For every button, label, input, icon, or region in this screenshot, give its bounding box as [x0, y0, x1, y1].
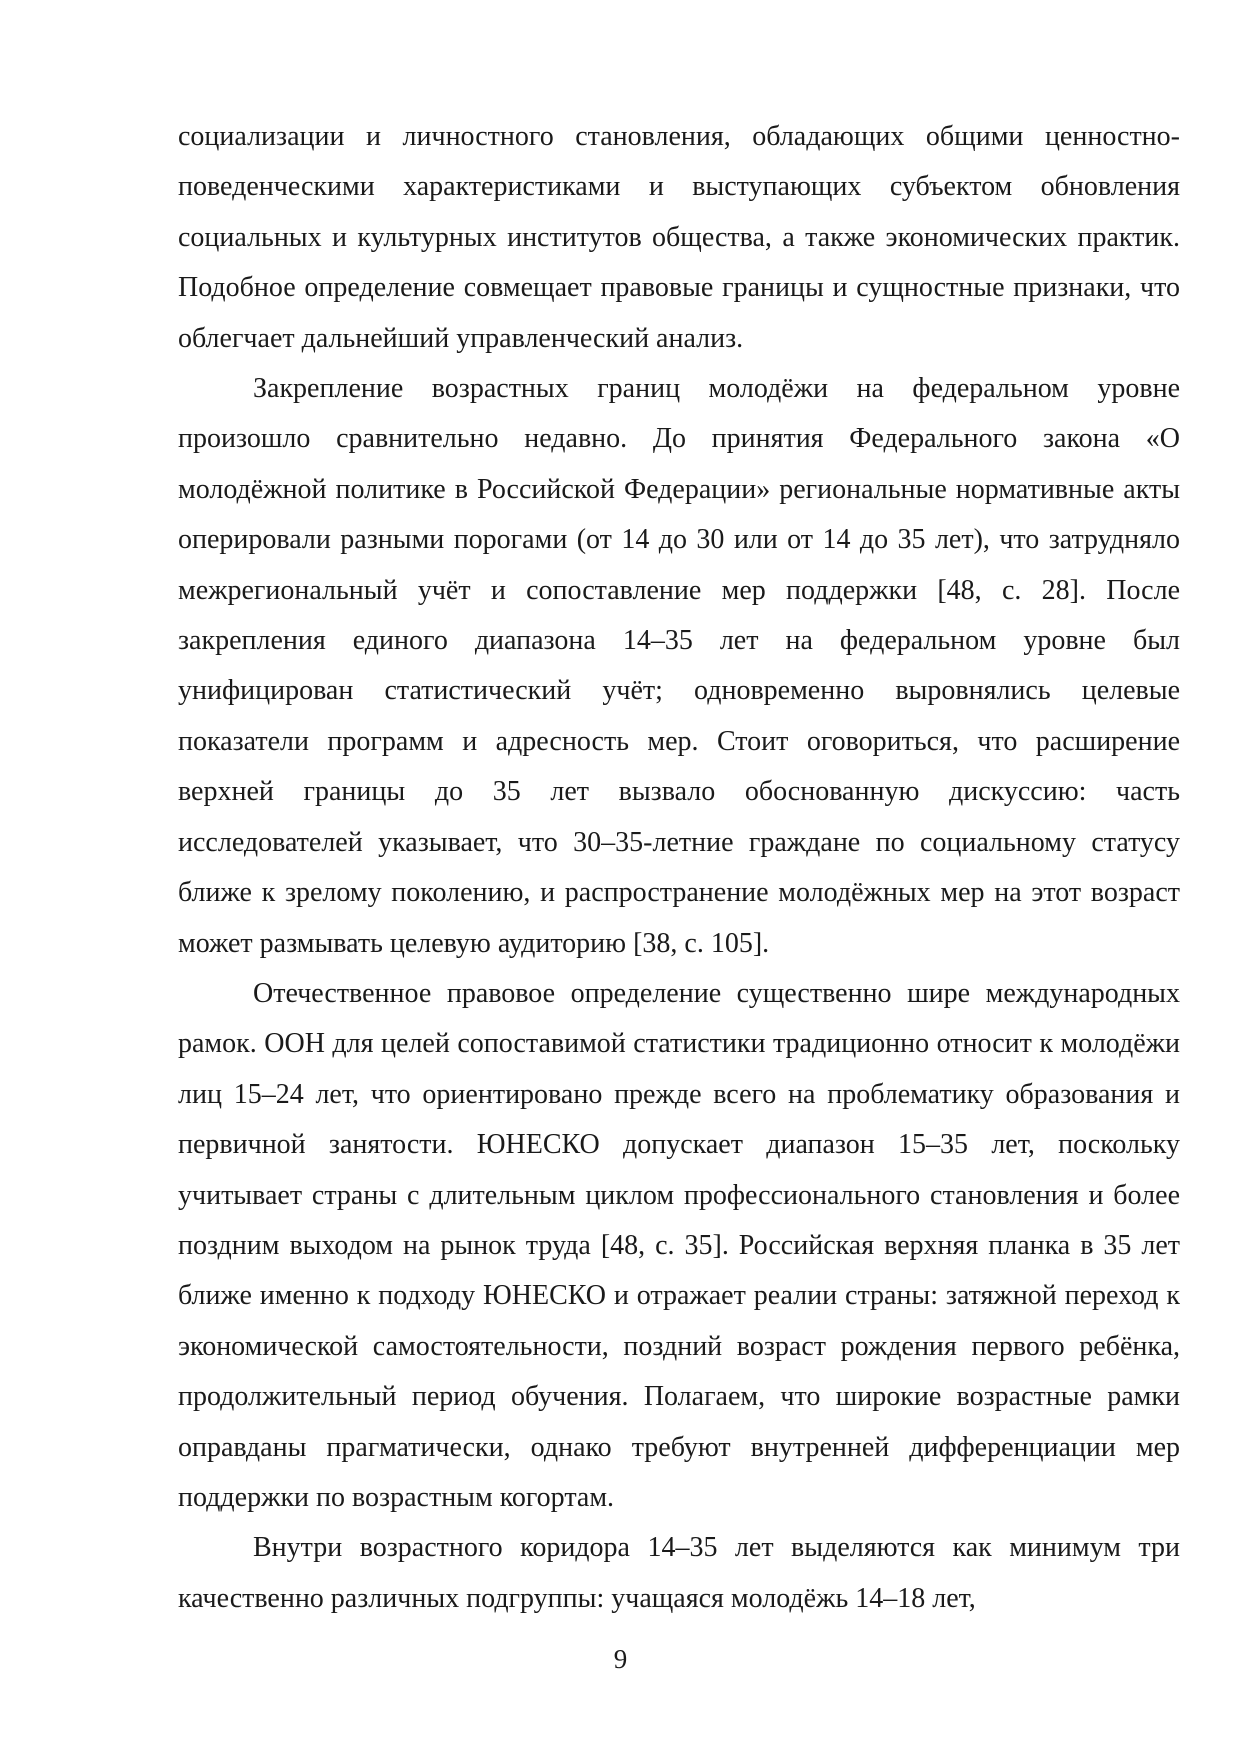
page-number: 9: [613, 1644, 628, 1674]
paragraph-continuation: социализации и личностного становления, обладающих общими ценностно-поведенческими характеристиками и выступающих субъектом обновления социальных и культурных институтов общества, а также экономических практик. Подобное определение совмещает правовые границы и сущностные признаки, что облегчает дальнейший управленческий анализ.: [178, 121, 1180, 354]
paragraph-subgroups: Внутри возрастного коридора 14–35 лет выделяются как минимум три качественно различных подгруппы: учащаяся молодёжь 14–18 лет,: [178, 1532, 1180, 1614]
paragraph-age-boundaries: Закрепление возрастных границ молодёжи на федеральном уровне произошло сравнительно недавно. До принятия Федерального закона «О молодёжной политике в Российской Федерации» региональные нормативные акты оперировали разными порогами (от 14 до 30 или от 14 до 35 лет), что затрудняло межрегиональный учёт и сопоставление мер поддержки [48, с. 28]. После закрепления единого диапазона 14–35 лет на федеральном уровне был унифицирован статистический учёт; одновременно выровнялись целевые показатели программ и адресность мер. Стоит оговориться, что расширение верхней границы до 35 лет вызвало обоснованную дискуссию: часть исследователей указывает, что 30–35-летние граждане по социальному статусу ближе к зрелому поколению, и распространение молодёжных мер на этот возраст может размывать целевую аудиторию [38, с. 105].: [178, 373, 1180, 959]
paragraph-international-frameworks: Отечественное правовое определение существенно шире международных рамок. ООН для целей сопоставимой статистики традиционно относит к молодёжи лиц 15–24 лет, что ориентировано прежде всего на проблематику образования и первичной занятости. ЮНЕСКО допускает диапазон 15–35 лет, поскольку учитывает страны с длительным циклом профессионального становления и более поздним выходом на рынок труда [48, с. 35]. Российская верхняя планка в 35 лет ближе именно к подходу ЮНЕСКО и отражает реалии страны: затяжной переход к экономической самостоятельности, поздний возраст рождения первого ребёнка, продолжительный период обучения. Полагаем, что широкие возрастные рамки оправданы прагматически, однако требуют внутренней дифференциации мер поддержки по возрастным когортам.: [178, 977, 1180, 1513]
page-body: [178, 112, 1180, 1624]
